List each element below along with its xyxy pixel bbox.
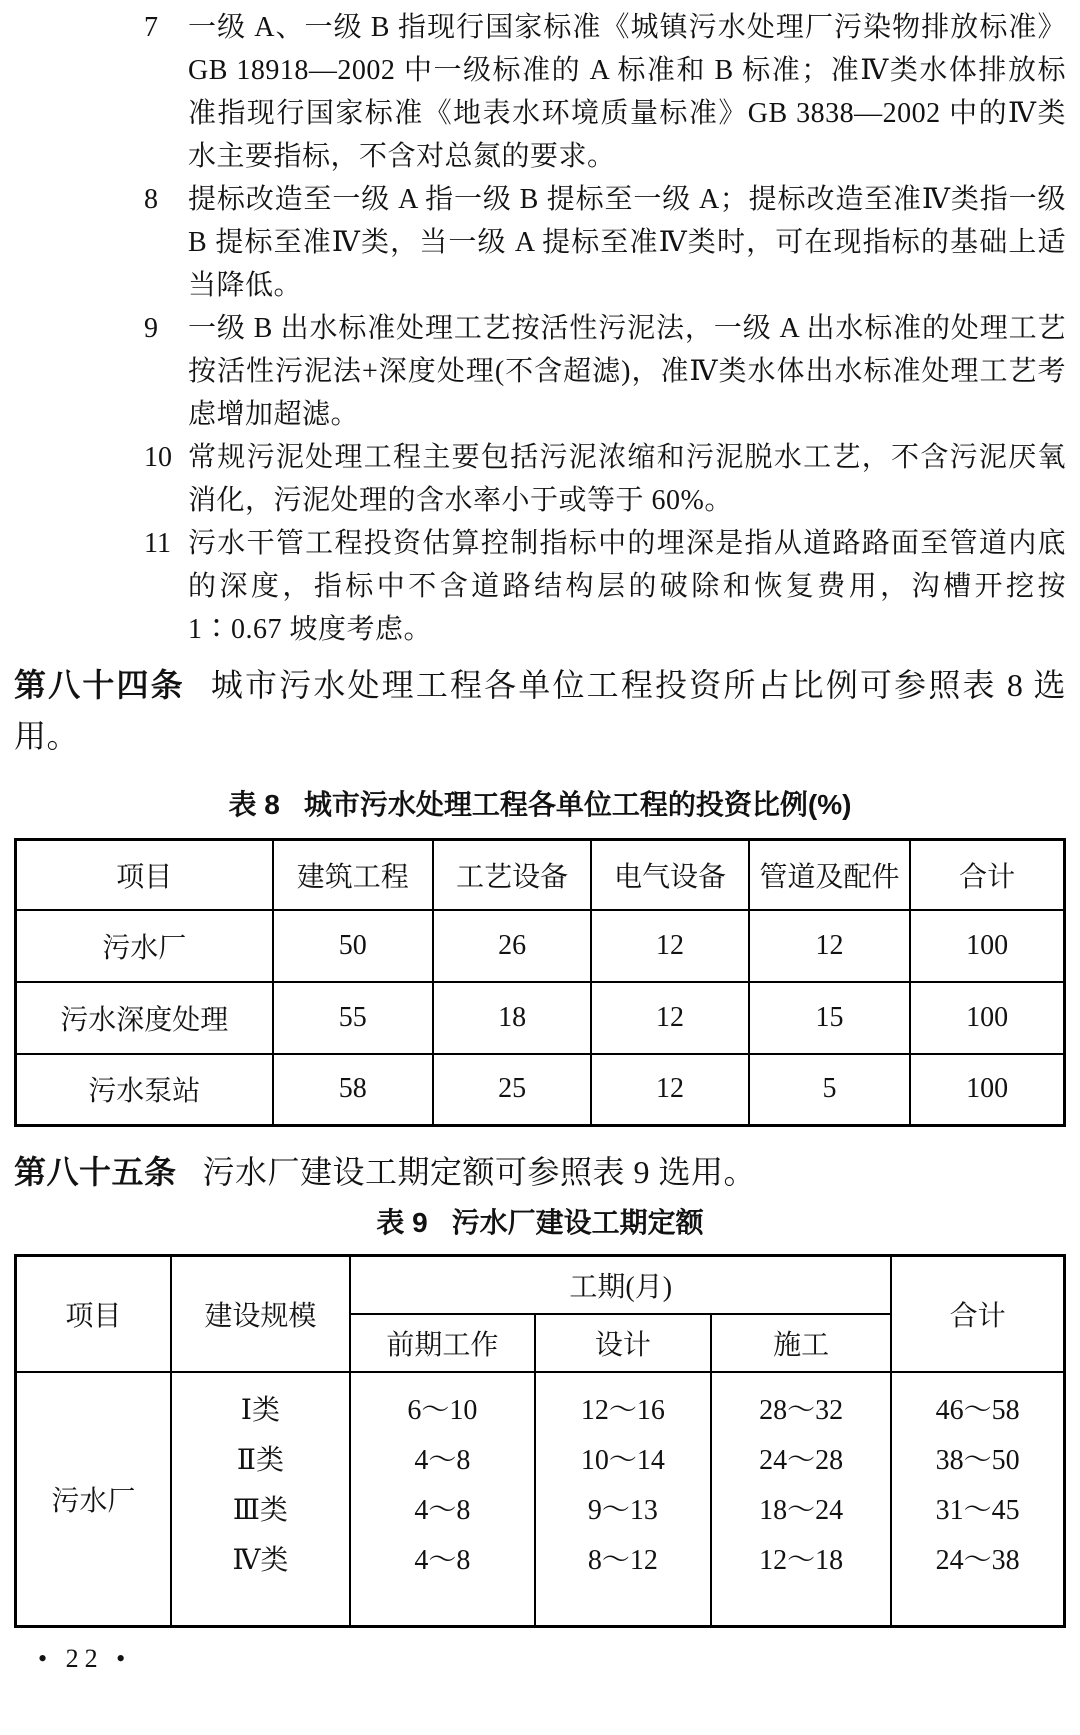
- table-cell: 28～32: [759, 1394, 844, 1426]
- table-cell: 26: [433, 910, 591, 982]
- note-item: [144, 436, 1066, 522]
- article-text: 城市污水处理工程各单位工程投资所占比例可参照表 8 选用。: [14, 667, 1066, 754]
- note-number: 7: [144, 12, 158, 43]
- table-header-row: [16, 840, 1065, 910]
- table-cell: 12: [591, 910, 748, 982]
- table-cell: 15: [749, 982, 911, 1054]
- table-cell: 9～13: [587, 1494, 658, 1526]
- note-text: 提标改造至一级 A 指一级 B 提标至一级 A；提标改造至准Ⅳ类指一级 B 提标至准Ⅳ类，当一级 A 提标至准Ⅳ类时，可在现指标的基础上适当降低。: [188, 184, 1066, 301]
- column-header-preliminary-work: 前期工作: [350, 1314, 535, 1372]
- column-header-construction: 施工: [711, 1314, 891, 1372]
- table-cell: 38～50: [935, 1444, 1020, 1476]
- table-cell: 100: [910, 982, 1064, 1054]
- note-text: 一级 B 出水标准处理工艺按活性污泥法，一级 A 出水标准的处理工艺按活性污泥法+深度处理(不含超滤)，准Ⅳ类水体出水标准处理工艺考虑增加超滤。: [188, 313, 1066, 430]
- table-cell: 58: [273, 1054, 433, 1126]
- table-cell: 12: [591, 1054, 748, 1126]
- table-cell: 24～38: [935, 1544, 1020, 1576]
- article-text: 污水厂建设工期定额可参照表 9 选用。: [202, 1154, 757, 1190]
- note-number: 9: [144, 313, 158, 344]
- table-row: [16, 1054, 1065, 1126]
- table-cell: 污水泵站: [16, 1054, 273, 1126]
- note-text: 污水干管工程投资估算控制指标中的埋深是指从道路路面至管道内底的深度，指标中不含道路结构层的破除和恢复费用，沟槽开挖按 1∶0.67 坡度考虑。: [188, 528, 1066, 645]
- table-row: [16, 1372, 1065, 1627]
- caption-label: 表 8: [228, 789, 280, 820]
- notes-section: [144, 6, 1066, 651]
- table-cell: 46～58: [935, 1394, 1020, 1426]
- table-header-row: [16, 1256, 1065, 1314]
- table-cell: Ⅱ类: [236, 1444, 284, 1476]
- table-row: [16, 910, 1065, 982]
- table-cell: 18～24: [759, 1494, 844, 1526]
- column-header-construction: 建筑工程: [273, 840, 433, 910]
- column-header-total: 合计: [910, 840, 1064, 910]
- article-term: 第八十四条: [14, 667, 185, 703]
- article-84: [14, 660, 1066, 762]
- column-header-scale: 建设规模: [171, 1256, 350, 1372]
- column-header-item: 项目: [16, 840, 273, 910]
- table-cell: 6～10: [407, 1394, 478, 1426]
- table-cell: 4～8: [414, 1494, 471, 1526]
- column-header-electrical-equipment: 电气设备: [591, 840, 748, 910]
- note-text: 常规污泥处理工程主要包括污泥浓缩和污泥脱水工艺，不含污泥厌氧消化，污泥处理的含水率小于或等于 60%。: [188, 442, 1066, 516]
- table-cell: 50: [273, 910, 433, 982]
- caption-label: 表 9: [376, 1207, 428, 1238]
- table-cell: Ⅰ类: [240, 1394, 280, 1426]
- table-cell-scale: [171, 1372, 350, 1627]
- note-item: [144, 6, 1066, 178]
- article-85: [14, 1147, 1066, 1198]
- article-term: 第八十五条: [14, 1154, 177, 1190]
- column-header-process-equipment: 工艺设备: [433, 840, 591, 910]
- table-cell: 12～16: [580, 1394, 665, 1426]
- table-cell-construction: [711, 1372, 891, 1627]
- table-cell: 12: [591, 982, 748, 1054]
- table-cell: 10～14: [580, 1444, 665, 1476]
- investment-ratio-table: [14, 838, 1066, 1127]
- column-header-duration-months: 工期(月): [350, 1256, 891, 1314]
- table-cell: 5: [749, 1054, 911, 1126]
- table-cell-preliminary: [350, 1372, 535, 1627]
- table-cell: 100: [910, 1054, 1064, 1126]
- table9-caption: [14, 1206, 1066, 1240]
- table-cell: 18: [433, 982, 591, 1054]
- table-cell: 污水厂: [16, 910, 273, 982]
- table-cell: Ⅳ类: [232, 1544, 289, 1576]
- table-cell: 4～8: [414, 1544, 471, 1576]
- note-item: [144, 178, 1066, 307]
- column-header-item: 项目: [16, 1256, 171, 1372]
- construction-duration-table: [14, 1254, 1066, 1628]
- table-cell: 4～8: [414, 1444, 471, 1476]
- column-header-total: 合计: [891, 1256, 1064, 1372]
- table-cell: 8～12: [587, 1544, 658, 1576]
- note-number: 10: [144, 442, 172, 473]
- table-cell: 100: [910, 910, 1064, 982]
- note-item: [144, 522, 1066, 651]
- note-number: 8: [144, 184, 158, 215]
- column-header-pipes-fittings: 管道及配件: [749, 840, 911, 910]
- table8-caption: [14, 788, 1066, 822]
- caption-title: 污水厂建设工期定额: [451, 1207, 704, 1238]
- table-cell: 12～18: [759, 1544, 844, 1576]
- caption-title: 城市污水处理工程各单位工程的投资比例(%): [303, 789, 852, 820]
- table-cell-design: [535, 1372, 711, 1627]
- table-cell: 污水深度处理: [16, 982, 273, 1054]
- table-cell: 31～45: [935, 1494, 1020, 1526]
- table-row: [16, 982, 1065, 1054]
- table-cell: 55: [273, 982, 433, 1054]
- page-number: • 22 •: [38, 1643, 132, 1673]
- note-text: 一级 A、一级 B 指现行国家标准《城镇污水处理厂污染物排放标准》GB 18918—2002 中一级标准的 A 标准和 B 标准；准Ⅳ类水体排放标准指现行国家标准《地表水环境质量标准》GB 3838—2002 中的Ⅳ类水主要指标，不含对总氮的要求。: [188, 12, 1066, 172]
- table-cell: Ⅲ类: [232, 1494, 288, 1526]
- table-cell: 25: [433, 1054, 591, 1126]
- table-cell: 24～28: [759, 1444, 844, 1476]
- table-cell-total: [891, 1372, 1064, 1627]
- note-item: [144, 307, 1066, 436]
- column-header-design: 设计: [535, 1314, 711, 1372]
- table-cell: 12: [749, 910, 911, 982]
- table-cell-item: 污水厂: [16, 1372, 171, 1627]
- note-number: 11: [144, 528, 171, 559]
